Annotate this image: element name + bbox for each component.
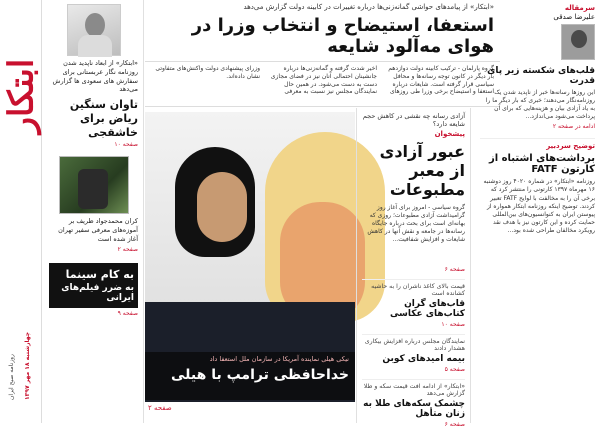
story-ref: صفحه ۱۰ [441, 320, 465, 328]
editorial-author: علیرضا صدقی [553, 13, 595, 21]
masthead-tagline: روزنامه صبح ایران [8, 354, 15, 400]
story-ref: صفحه ۶ [444, 420, 465, 428]
left-story-kicker: «ابتکار» از ابعاد ناپدید شدن روزنامه نگار عربستانی برای سفارش های سعودی ها گزارش می‌دهد [52, 59, 138, 94]
sport-photo [59, 156, 129, 214]
banner-body: گروه پارلمان - ترکیب کابینه دولت دوازدهم بار دیگر در کانون توجه رسانه‌ها و محافل سیاسی قرار گرفته است. شایعات درباره استعفا و استیضاح برخی وزرا طی روزهای اخیر شدت گرفته و گمانه‌زنی‌ها درباره جانشینان احتمالی آنان نیز در فضای مجازی دست به دست می‌شود. در همین حال نمایندگان مجلس نیز نسبت به معرفی وزرای پیشنهادی دولت واکنش‌های متفاوتی نشان داده‌اند. [145, 63, 500, 107]
masthead [0, 0, 42, 423]
sub-section-label: توضیح سردبیر [480, 138, 595, 150]
cinema-title: به کام سینما [65, 267, 134, 281]
logo-text: ابتکار [1, 58, 42, 134]
story-headline: قاب‌های گران کتاب‌های عکاسی [389, 298, 465, 319]
cinema-subtitle: به ضرر فیلم‌های ایرانی [61, 282, 134, 303]
story-kicker: نمایندگان مجلس درباره افزایش بیکاری هشدار دادند [364, 337, 465, 352]
photo-caption [145, 352, 355, 400]
issue-date: چهارشنبه ۱۸ مهر ۱۳۹۷ [24, 331, 31, 400]
photo-caption-kicker: نیکی هیلی نماینده آمریکا در سازمان ملل استعفا داد [209, 355, 349, 363]
left-story-headline[interactable]: تاوان سنگین ریاض برای خاشقجی [69, 98, 138, 139]
cinema-box[interactable] [49, 263, 138, 308]
story-ref: صفحه ۵ [444, 365, 465, 373]
mid-kicker: آزادی رسانه چه نقشی در کاهش حجم شایعه دارد؟ [362, 112, 465, 128]
banner-headline[interactable]: استعفا، استیضاح و انتخاب وزرا در هوای مه‌آلود شایعه [191, 15, 494, 57]
mid-section-label: پیشخوان [434, 130, 465, 138]
mid-ref[interactable]: صفحه ۶ [444, 265, 465, 273]
sport-caption: کران محمدجواد ظریف بر آموزه‌های معرفی سفیر تهران آغاز شده است [58, 217, 138, 243]
mid-headline[interactable]: عبور آزادی از معبر مطبوعات [379, 142, 465, 200]
editorial-body: این روزها رسانه‌ها خبر از ناپدید شدن یک روزنامه‌نگار می‌دهند؛ خبری که بار دیگر ما را به یاد آزادی بیان و هزینه‌هایی که برای آن پرداخت می‌شود می‌اندازد... [485, 89, 595, 121]
story-kicker: قیمت بالای کاغذ ناشران را به حاشیه کشانده است [371, 282, 465, 297]
mid-story[interactable] [362, 334, 465, 373]
editorial-ref[interactable]: ادامه در صفحه ۲ [552, 123, 595, 131]
sport-ref[interactable]: صفحه ۲ [117, 245, 138, 253]
photo-ref[interactable]: صفحه ۲ [148, 404, 172, 412]
editorial-headline[interactable]: قلب‌های شکسته زیر پای قدرت [487, 66, 595, 86]
mid-story[interactable] [362, 279, 465, 328]
photo-caption-headline[interactable]: خداحافظی ترامپ با هیلی [171, 367, 349, 383]
author-photo [561, 24, 595, 60]
story-kicker: «ابتکار» از ادامه افت قیمت سکه و طلا گزارش می‌دهد [363, 382, 465, 397]
left-story-ref[interactable]: صفحه ۱۰ [114, 141, 138, 149]
story-headline: چشمک سکه‌های طلا به زنان متأهل [363, 398, 465, 419]
mid-body: گروه سیاسی - امروز برای آغاز روز گرامیداشت آزادی مطبوعات؛ روزی که بهانه‌ای است برای بحث درباره جایگاه رسانه‌ها در جامعه و نقش آنها در کاهش شایعات و افزایش شفافیت... [367, 203, 465, 243]
khashoggi-photo [67, 4, 121, 56]
person-face-left [197, 172, 247, 242]
editorial-label: سرمقاله [564, 4, 595, 12]
left-column [44, 0, 144, 423]
cinema-ref[interactable]: صفحه ۹ [117, 309, 138, 317]
fatf-headline[interactable]: برداشت‌های اشتباه از کارتون FATF [488, 153, 595, 176]
right-column [475, 0, 600, 423]
fatf-body: روزنامه «ابتکار» در شماره ۴۰۲۰ روز دوشنبه ۱۶ مهرماه ۱۳۹۷ کارتونی را منتشر کرد که برخی آن را به مخالفت با لوایح FATF تعبیر کردند. توضیح اینکه روزنامه ابتکار همواره از پیوستن ایران به کنوانسیون‌های بین‌المللی حمایت کرده و این کارتون نیز با هدف نقد رویکرد مخالفان طراحی شده بود... [483, 178, 595, 234]
story-headline: بیمه امیدهای کوبن [382, 353, 465, 364]
mid-story[interactable] [362, 379, 465, 428]
middle-column [356, 108, 471, 428]
top-banner [145, 0, 500, 62]
newspaper-logo[interactable] [2, 6, 40, 186]
banner-kicker: «ابتکار» از پیامدهای حواشی گمانه‌زنی‌ها درباره تغییرات در کابینه دولت گزارش می‌دهد [243, 3, 494, 11]
